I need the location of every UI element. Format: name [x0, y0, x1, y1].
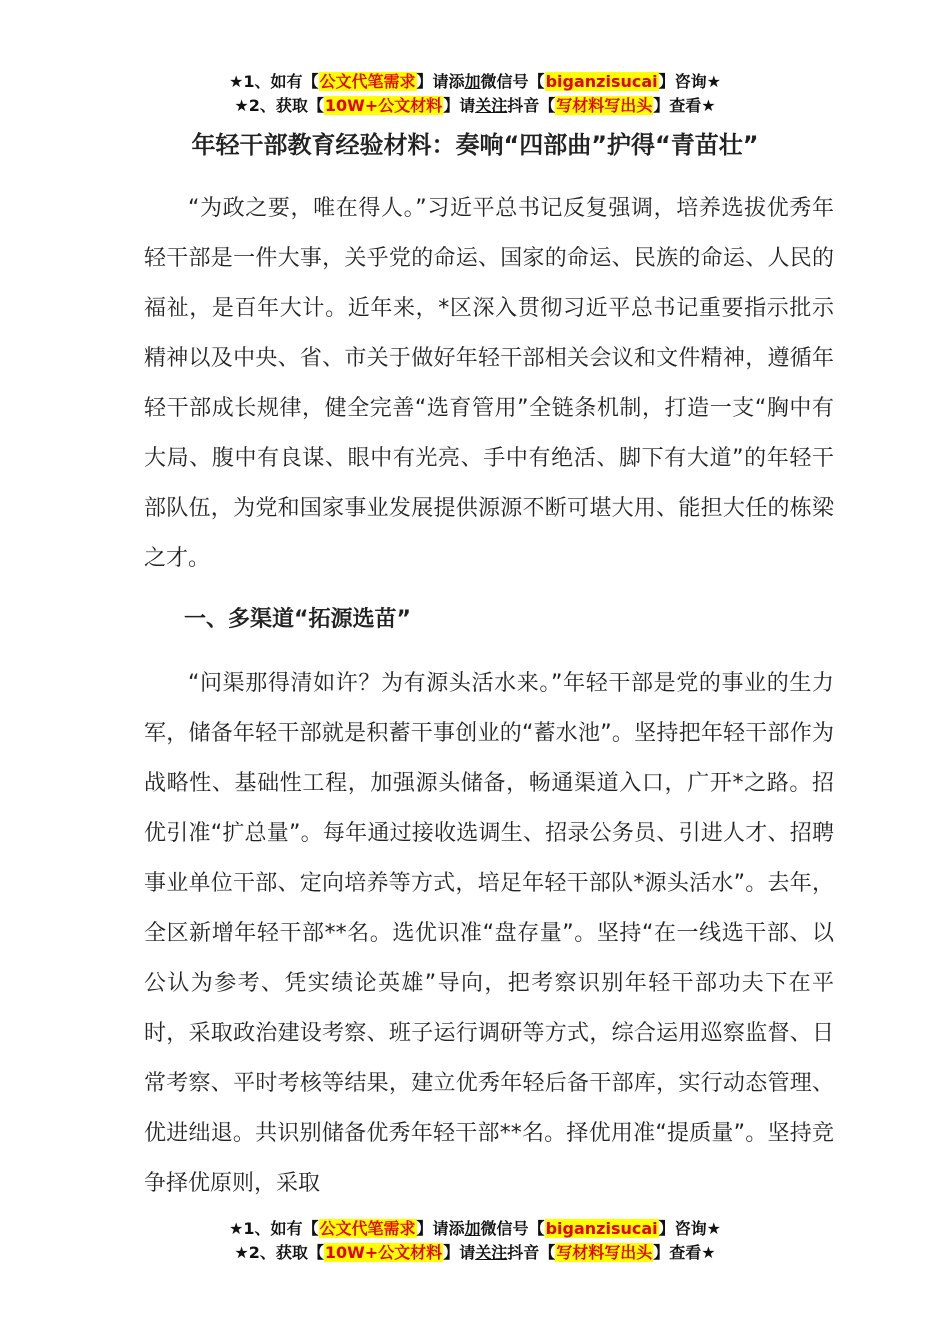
promo-highlight: 10W+公文材料 — [324, 1243, 443, 1262]
promo-text: ★1、如有【 — [229, 72, 319, 91]
promo-text: ★2、获取【 — [234, 1243, 324, 1262]
promo-text: 】查看★ — [653, 1243, 716, 1262]
promo-highlight: 公文代笔需求 — [319, 72, 416, 91]
promo-text: 】请添 — [416, 72, 465, 91]
promo-line-2 — [0, 94, 950, 118]
promo-highlight: 公文代笔需求 — [319, 1219, 416, 1238]
promo-text: 微信号【 — [480, 1219, 545, 1238]
promo-text: 】请 — [443, 1243, 476, 1262]
wechat-id-highlight: biganzisucai — [545, 1219, 658, 1238]
intro-paragraph: “为政之要，唯在得人。”习近平总书记反复强调，培养选拔优秀年轻干部是一件大事，关乎党的命运、国家的命运、民族的命运、人民的福祉，是百年大计。近年来，*区深入贯彻习近平总书记重要指示批示精神以及中央、省、市关于做好年轻干部相关会议和文件精神，遵循年轻干部成长规律，健全完善“选育管用”全链条机制，打造一支“胸中有大局、腹中有良谋、眼中有光亮、手中有绝活、脚下有大道”的年轻干部队伍，为党和国家事业发展提供源源不断可堪大用、能担大任的栋梁之才。 — [144, 196, 834, 571]
intro-paragraph-block — [144, 184, 834, 584]
promo-text: 微信号【 — [480, 72, 545, 91]
section-heading: 一、多渠道“拓源选苗” — [184, 607, 411, 632]
promo-text: 抖音【 — [507, 96, 556, 115]
promo-banner-top — [0, 70, 950, 118]
section-paragraph: “问渠那得清如许？为有源头活水来。”年轻干部是党的事业的生力军，储备年轻干部就是积蓄干事创业的“蓄水池”。坚持把年轻干部作为战略性、基础性工程，加强源头储备，畅通渠道入口，广开*之路。招优引准“扩总量”。每年通过接收选调生、招录公务员、引进人才、招聘事业单位干部、定向培养等方式，培足年轻干部队*源头活水”。去年，全区新增年轻干部**名。选优识准“盘存量”。坚持“在一线选干部、以公认为参考、凭实绩论英雄”导向，把考察识别年轻干部功夫下在平时，采取政治建设考察、班子运行调研等方式，综合运用巡察监督、日常考察、平时考核等结果，建立优秀年轻后备干部库，实行动态管理、优进绌退。共识别储备优秀年轻干部**名。择优用准“提质量”。坚持竞争择优原则，采取 — [144, 671, 834, 1196]
promo-line-1 — [0, 70, 950, 94]
douyin-highlight: 写材料写出头 — [556, 1243, 653, 1262]
promo-text: 抖音【 — [507, 1243, 556, 1262]
douyin-highlight: 写材料写出头 — [556, 96, 653, 115]
promo-text: ★2、获取【 — [234, 96, 324, 115]
promo-text: 加 — [464, 1219, 481, 1238]
promo-line-2 — [0, 1241, 950, 1265]
promo-text: ★1、如有【 — [229, 1219, 319, 1238]
promo-line-1 — [0, 1217, 950, 1241]
promo-text: 加 — [464, 72, 481, 91]
promo-text: 】请添 — [416, 1219, 465, 1238]
promo-text: 关注 — [475, 1243, 508, 1262]
promo-text: 】请 — [443, 96, 476, 115]
promo-text: 】咨询★ — [658, 72, 721, 91]
promo-text: 】咨询★ — [658, 1219, 721, 1238]
section-paragraph-block — [144, 659, 834, 1199]
promo-text: 】查看★ — [653, 96, 716, 115]
promo-text: 关注 — [475, 96, 508, 115]
promo-banner-bottom — [0, 1217, 950, 1265]
document-title: 年轻干部教育经验材料：奏响“四部曲”护得“青苗壮” — [191, 131, 759, 159]
promo-highlight: 10W+公文材料 — [324, 96, 443, 115]
wechat-id-highlight: biganzisucai — [545, 72, 658, 91]
